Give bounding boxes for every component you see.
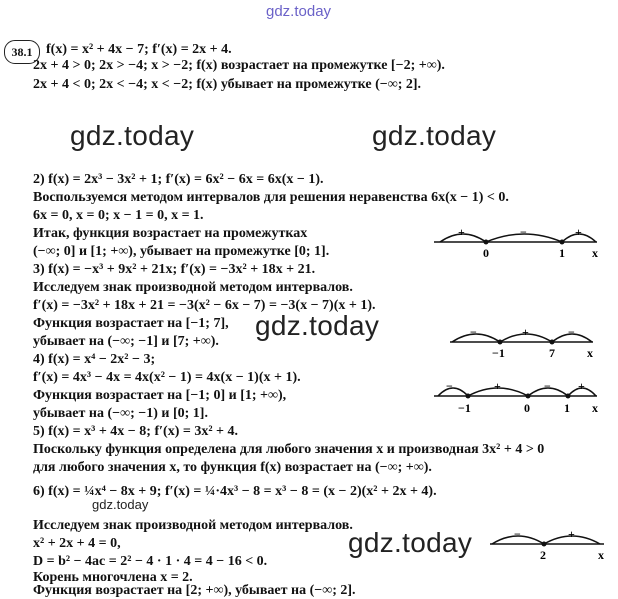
- sign-label: +: [578, 379, 585, 393]
- sign-diagram-part-3: [448, 322, 598, 362]
- axis-variable: x: [587, 346, 593, 360]
- sign-label: +: [568, 527, 575, 541]
- line-8: (−∞; 0] и [1; +∞), убывает на промежутке [0; 1].: [33, 244, 330, 259]
- axis-variable: x: [598, 548, 604, 562]
- line-6: 6x = 0, x = 0; x − 1 = 0, x = 1.: [33, 208, 204, 223]
- line-2: 2x + 4 > 0; 2x > −4; x > −2; f(x) возрастает на промежутке [−2; +∞).: [33, 58, 445, 73]
- line-11: f′(x) = −3x² + 18x + 21 = −3(x² − 6x − 7) = −3(x − 7)(x + 1).: [33, 298, 376, 313]
- point-label: 7: [549, 346, 555, 360]
- sign-diagram-part-6: [488, 524, 608, 564]
- line-3: 2x + 4 < 0; 2x < −4; x < −2; f(x) убывает на промежутке (−∞; 2].: [33, 77, 422, 92]
- sign-label: −: [470, 325, 477, 339]
- point-label: 0: [524, 401, 530, 415]
- sign-label: −: [520, 225, 527, 239]
- sign-label: +: [494, 379, 501, 393]
- line-12: Функция возрастает на [−1; 7],: [33, 316, 229, 331]
- sign-label: +: [575, 225, 582, 239]
- point-label: −1: [458, 401, 471, 415]
- watermark-left: gdz.today: [70, 120, 195, 151]
- line-22: Исследуем знак производной методом интервалов.: [33, 518, 353, 533]
- sign-label: −: [446, 379, 453, 393]
- line-13: убывает на (−∞; −1] и [7; +∞).: [33, 334, 219, 349]
- line-19: Поскольку функция определена для любого значения x и производная 3x² + 4 > 0: [33, 442, 545, 457]
- line-5: Воспользуемся методом интервалов для решения неравенства 6x(x − 1) < 0.: [33, 190, 509, 205]
- line-9: 3) f(x) = −x³ + 9x² + 21x; f′(x) = −3x² + 18x + 21.: [33, 262, 316, 277]
- axis-variable: x: [592, 401, 598, 415]
- line-25: Корень многочлена x = 2.: [33, 570, 193, 585]
- point-label: 1: [559, 246, 565, 260]
- axis-variable: x: [592, 246, 598, 260]
- line-14: 4) f(x) = x⁴ − 2x² − 3;: [33, 352, 156, 367]
- line-10: Исследуем знак производной методом интервалов.: [33, 280, 353, 295]
- watermark-small: gdz.today: [92, 497, 149, 512]
- point-label: −1: [492, 346, 505, 360]
- line-18: 5) f(x) = x³ + 4x − 8; f′(x) = 3x² + 4.: [33, 424, 239, 439]
- point-label: 0: [483, 246, 489, 260]
- watermark-right: gdz.today: [372, 120, 497, 151]
- line-21: 6) f(x) = ¼x⁴ − 8x + 9; f′(x) = ¼·4x³ − 8 = x³ − 8 = (x − 2)(x² + 2x + 4).: [33, 484, 437, 499]
- point-label: 2: [540, 548, 546, 562]
- line-24: D = b² − 4ac = 2² − 4 · 1 · 4 = 4 − 16 < 0.: [33, 554, 268, 569]
- sign-label: −: [568, 325, 575, 339]
- sign-label: +: [522, 325, 529, 339]
- line-7: Итак, функция возрастает на промежутках: [33, 226, 308, 241]
- line-23: x² + 2x + 4 = 0,: [33, 536, 121, 551]
- watermark-bottom: gdz.today: [348, 527, 473, 558]
- line-17: убывает на (−∞; −1) и [0; 1].: [33, 406, 208, 421]
- sign-label: −: [514, 527, 521, 541]
- line-26: Функция возрастает на [2; +∞), убывает на (−∞; 2].: [33, 583, 356, 598]
- sign-label: −: [544, 379, 551, 393]
- line-15: f′(x) = 4x³ − 4x = 4x(x² − 1) = 4x(x − 1)(x + 1).: [33, 370, 301, 385]
- sign-diagram-part-2: [432, 222, 602, 262]
- problem-number-badge: 38.1: [4, 40, 40, 64]
- line-16: Функция возрастает на [−1; 0] и [1; +∞),: [33, 388, 287, 403]
- line-1: f(x) = x² + 4x − 7; f′(x) = 2x + 4.: [46, 42, 232, 57]
- watermark-center: gdz.today: [255, 310, 380, 341]
- line-20: для любого значения x, то функция f(x) возрастает на (−∞; +∞).: [33, 460, 432, 475]
- sign-diagram-part-4: [432, 374, 602, 416]
- point-label: 1: [564, 401, 570, 415]
- line-4: 2) f(x) = 2x³ − 3x² + 1; f′(x) = 6x² − 6x = 6x(x − 1).: [33, 172, 324, 187]
- sign-label: +: [458, 225, 465, 239]
- watermark-top: gdz.today: [266, 3, 332, 20]
